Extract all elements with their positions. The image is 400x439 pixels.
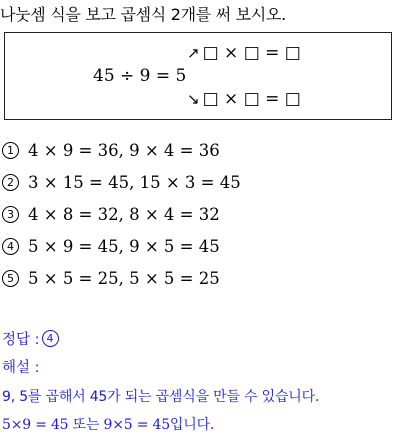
answer-line	[2, 328, 68, 349]
choice-4-marker: 4	[2, 238, 19, 255]
arrow-down-right-icon: ↘	[187, 90, 200, 108]
choice-1-marker: 1	[2, 142, 19, 159]
multiplication-blank-bottom	[187, 89, 301, 109]
explanation-label: 해설 :	[2, 360, 40, 376]
choice-list	[2, 134, 241, 294]
explanation-line-2: 5×9 = 45 또는 9×5 = 45입니다.	[2, 417, 215, 433]
blank-equation-bottom: □ × □ = □	[202, 89, 301, 109]
arrow-up-right-icon: ↗	[187, 44, 200, 62]
question-title: 나눗셈 식을 보고 곱셈식 2개를 써 보시오.	[0, 5, 286, 24]
answer-label: 정답 :	[2, 332, 40, 348]
division-box	[4, 32, 392, 120]
multiplication-blank-top	[187, 43, 301, 63]
choice-3-marker: 3	[2, 206, 19, 223]
choice-2-marker: 2	[2, 174, 19, 191]
blank-equation-top: □ × □ = □	[202, 43, 301, 63]
explanation-line-1: 9, 5를 곱해서 45가 되는 곱셈식을 만들 수 있습니다.	[2, 389, 320, 405]
choice-4-text: 5 × 9 = 45, 9 × 5 = 45	[28, 236, 220, 256]
answer-marker: 4	[42, 330, 59, 347]
choice-4[interactable]	[2, 230, 241, 262]
division-expression: 45 ÷ 9 = 5	[93, 66, 187, 86]
choice-2[interactable]	[2, 166, 241, 198]
choice-2-text: 3 × 15 = 45, 15 × 3 = 45	[28, 172, 241, 192]
choice-5-marker: 5	[2, 270, 19, 287]
choice-1-text: 4 × 9 = 36, 9 × 4 = 36	[28, 140, 220, 160]
choice-5-text: 5 × 5 = 25, 5 × 5 = 25	[28, 268, 220, 288]
choice-5[interactable]	[2, 262, 241, 294]
choice-3-text: 4 × 8 = 32, 8 × 4 = 32	[28, 204, 220, 224]
choice-3[interactable]	[2, 198, 241, 230]
choice-1[interactable]	[2, 134, 241, 166]
